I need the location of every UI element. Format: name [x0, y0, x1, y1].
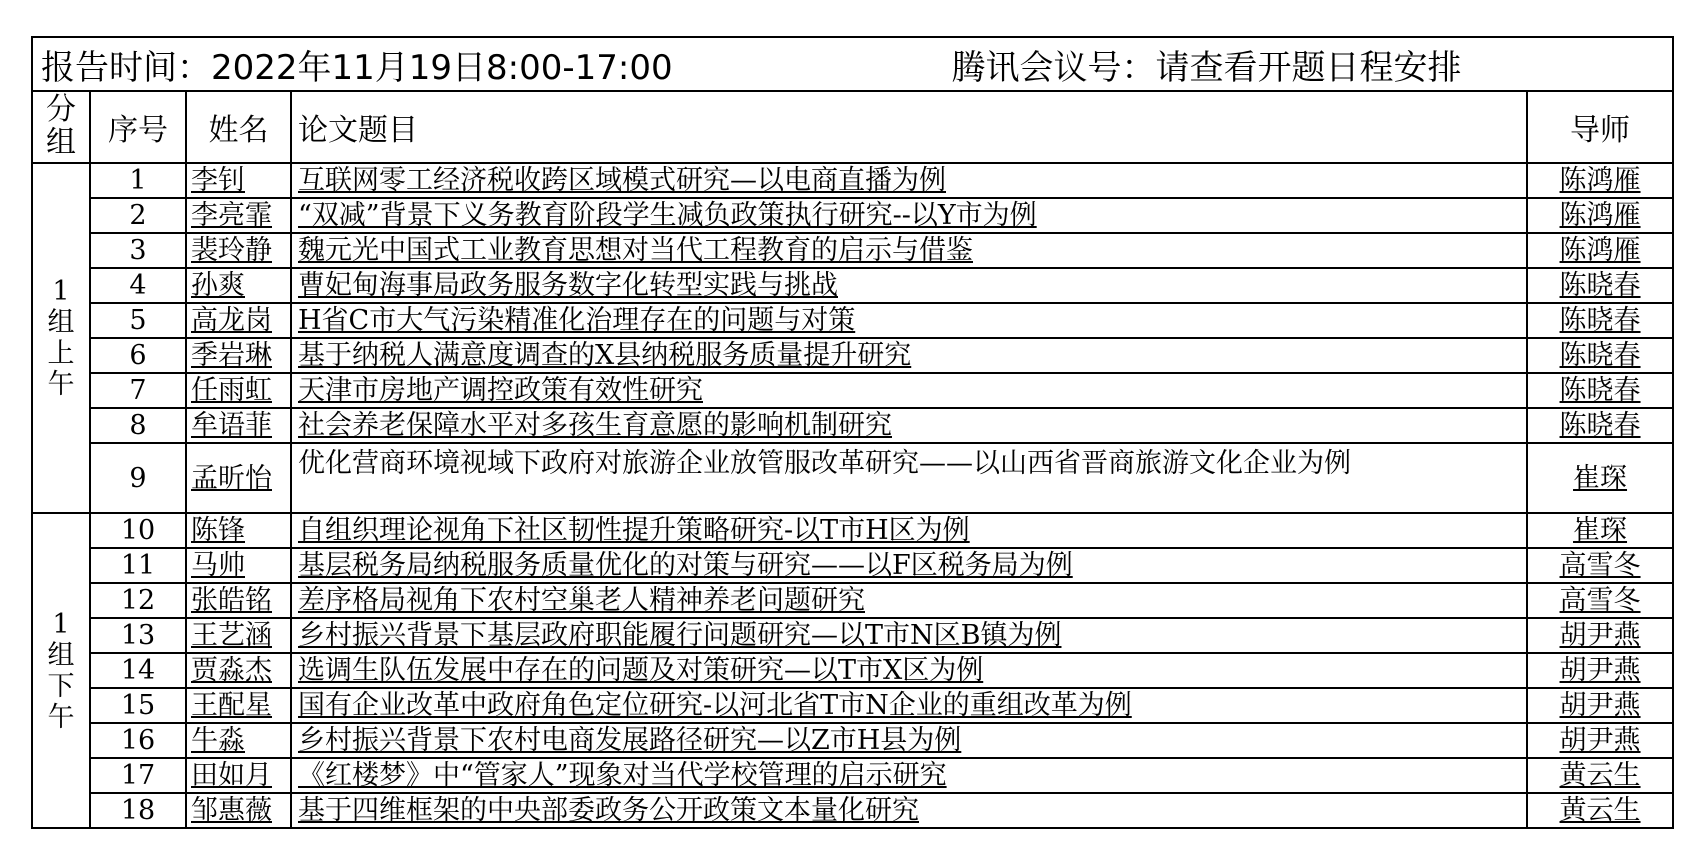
row-name: 马帅	[186, 548, 291, 583]
row-seq: 9	[90, 443, 186, 513]
schedule-table	[31, 36, 1674, 829]
table-row	[32, 198, 1673, 233]
column-advisor: 导师	[1527, 91, 1673, 163]
schedule-sheet	[31, 36, 1672, 829]
row-seq: 4	[90, 268, 186, 303]
row-seq: 7	[90, 373, 186, 408]
row-advisor: 陈晓春	[1527, 373, 1673, 408]
header-row	[32, 37, 1673, 91]
row-seq: 11	[90, 548, 186, 583]
column-name: 姓名	[186, 91, 291, 163]
row-advisor: 崔琛	[1527, 513, 1673, 548]
row-name: 高龙岗	[186, 303, 291, 338]
table-row	[32, 268, 1673, 303]
row-advisor: 胡尹燕	[1527, 653, 1673, 688]
column-header-row	[32, 91, 1673, 163]
table-row	[32, 443, 1673, 513]
row-title: 选调生队伍发展中存在的问题及对策研究—以T市X区为例	[291, 653, 1527, 688]
row-seq: 6	[90, 338, 186, 373]
row-title: 《红楼梦》中“管家人”现象对当代学校管理的启示研究	[291, 758, 1527, 793]
row-name: 邹惠薇	[186, 793, 291, 828]
row-title: 优化营商环境视域下政府对旅游企业放管服改革研究——以山西省晋商旅游文化企业为例	[291, 443, 1527, 513]
row-advisor: 崔琛	[1527, 443, 1673, 513]
row-title: 乡村振兴背景下农村电商发展路径研究—以Z市H县为例	[291, 723, 1527, 758]
row-title: 差序格局视角下农村空巢老人精神养老问题研究	[291, 583, 1527, 618]
column-seq: 序号	[90, 91, 186, 163]
row-advisor: 陈鸿雁	[1527, 198, 1673, 233]
row-title: H省C市大气污染精准化治理存在的问题与对策	[291, 303, 1527, 338]
table-row	[32, 653, 1673, 688]
row-advisor: 高雪冬	[1527, 583, 1673, 618]
row-advisor: 高雪冬	[1527, 548, 1673, 583]
row-advisor: 陈晓春	[1527, 408, 1673, 443]
row-seq: 18	[90, 793, 186, 828]
table-row	[32, 793, 1673, 828]
table-row	[32, 688, 1673, 723]
row-name: 陈锋	[186, 513, 291, 548]
row-title: 基于四维框架的中央部委政务公开政策文本量化研究	[291, 793, 1527, 828]
table-row	[32, 618, 1673, 653]
row-name: 任雨虹	[186, 373, 291, 408]
table-row	[32, 723, 1673, 758]
row-name: 孟昕怡	[186, 443, 291, 513]
row-seq: 10	[90, 513, 186, 548]
row-advisor: 陈鸿雁	[1527, 233, 1673, 268]
table-row	[32, 758, 1673, 793]
table-row	[32, 548, 1673, 583]
table-row	[32, 513, 1673, 548]
group-label-char: 下	[47, 670, 75, 702]
row-name: 季岩琳	[186, 338, 291, 373]
row-name: 李钊	[186, 163, 291, 198]
meeting-number: 腾讯会议号：请查看开题日程安排	[951, 47, 1462, 88]
row-name: 田如月	[186, 758, 291, 793]
row-seq: 13	[90, 618, 186, 653]
table-row	[32, 583, 1673, 618]
group-label-char: 组	[47, 639, 75, 671]
row-title: 基于纳税人满意度调查的X县纳税服务质量提升研究	[291, 338, 1527, 373]
group-label-char: 午	[47, 701, 75, 733]
table-row	[32, 373, 1673, 408]
group-label-char: 午	[47, 369, 75, 400]
row-title: 天津市房地产调控政策有效性研究	[291, 373, 1527, 408]
table-row	[32, 303, 1673, 338]
row-advisor: 胡尹燕	[1527, 723, 1673, 758]
group-label	[32, 163, 90, 513]
row-seq: 15	[90, 688, 186, 723]
row-advisor: 陈晓春	[1527, 268, 1673, 303]
row-name: 裴玲静	[186, 233, 291, 268]
row-seq: 17	[90, 758, 186, 793]
report-time: 报告时间：2022年11月19日8:00-17:00	[41, 47, 673, 88]
row-title: “双减”背景下义务教育阶段学生减负政策执行研究--以Y市为例	[291, 198, 1527, 233]
row-name: 孙爽	[186, 268, 291, 303]
row-advisor: 胡尹燕	[1527, 688, 1673, 723]
column-title: 论文题目	[291, 91, 1527, 163]
group-label	[32, 513, 90, 828]
row-title: 社会养老保障水平对多孩生育意愿的影响机制研究	[291, 408, 1527, 443]
row-advisor: 陈晓春	[1527, 303, 1673, 338]
row-name: 王艺涵	[186, 618, 291, 653]
row-advisor: 黄云生	[1527, 758, 1673, 793]
row-name: 张皓铭	[186, 583, 291, 618]
table-row	[32, 408, 1673, 443]
row-title: 互联网零工经济税收跨区域模式研究—以电商直播为例	[291, 163, 1527, 198]
group-label-char: 上	[47, 338, 75, 369]
row-seq: 5	[90, 303, 186, 338]
table-row	[32, 338, 1673, 373]
row-name: 牟语菲	[186, 408, 291, 443]
row-title: 乡村振兴背景下基层政府职能履行问题研究—以T市N区B镇为例	[291, 618, 1527, 653]
row-title: 国有企业改革中政府角色定位研究-以河北省T市N企业的重组改革为例	[291, 688, 1527, 723]
row-advisor: 陈晓春	[1527, 338, 1673, 373]
row-title: 自组织理论视角下社区韧性提升策略研究-以T市H区为例	[291, 513, 1527, 548]
row-advisor: 黄云生	[1527, 793, 1673, 828]
group-label-char: 1	[52, 608, 70, 640]
row-name: 王配星	[186, 688, 291, 723]
row-name: 李亮霏	[186, 198, 291, 233]
row-seq: 2	[90, 198, 186, 233]
row-seq: 8	[90, 408, 186, 443]
row-title: 魏元光中国式工业教育思想对当代工程教育的启示与借鉴	[291, 233, 1527, 268]
row-seq: 1	[90, 163, 186, 198]
row-seq: 3	[90, 233, 186, 268]
row-name: 牛淼	[186, 723, 291, 758]
column-group: 分组	[32, 91, 90, 163]
group-label-char: 组	[47, 307, 75, 338]
row-advisor: 陈鸿雁	[1527, 163, 1673, 198]
row-name: 贾淼杰	[186, 653, 291, 688]
group-label-char: 1	[52, 276, 70, 307]
row-title: 曹妃甸海事局政务服务数字化转型实践与挑战	[291, 268, 1527, 303]
row-advisor: 胡尹燕	[1527, 618, 1673, 653]
table-row	[32, 163, 1673, 198]
table-row	[32, 233, 1673, 268]
row-seq: 16	[90, 723, 186, 758]
row-title: 基层税务局纳税服务质量优化的对策与研究——以F区税务局为例	[291, 548, 1527, 583]
row-seq: 14	[90, 653, 186, 688]
table-body	[32, 163, 1673, 828]
row-seq: 12	[90, 583, 186, 618]
